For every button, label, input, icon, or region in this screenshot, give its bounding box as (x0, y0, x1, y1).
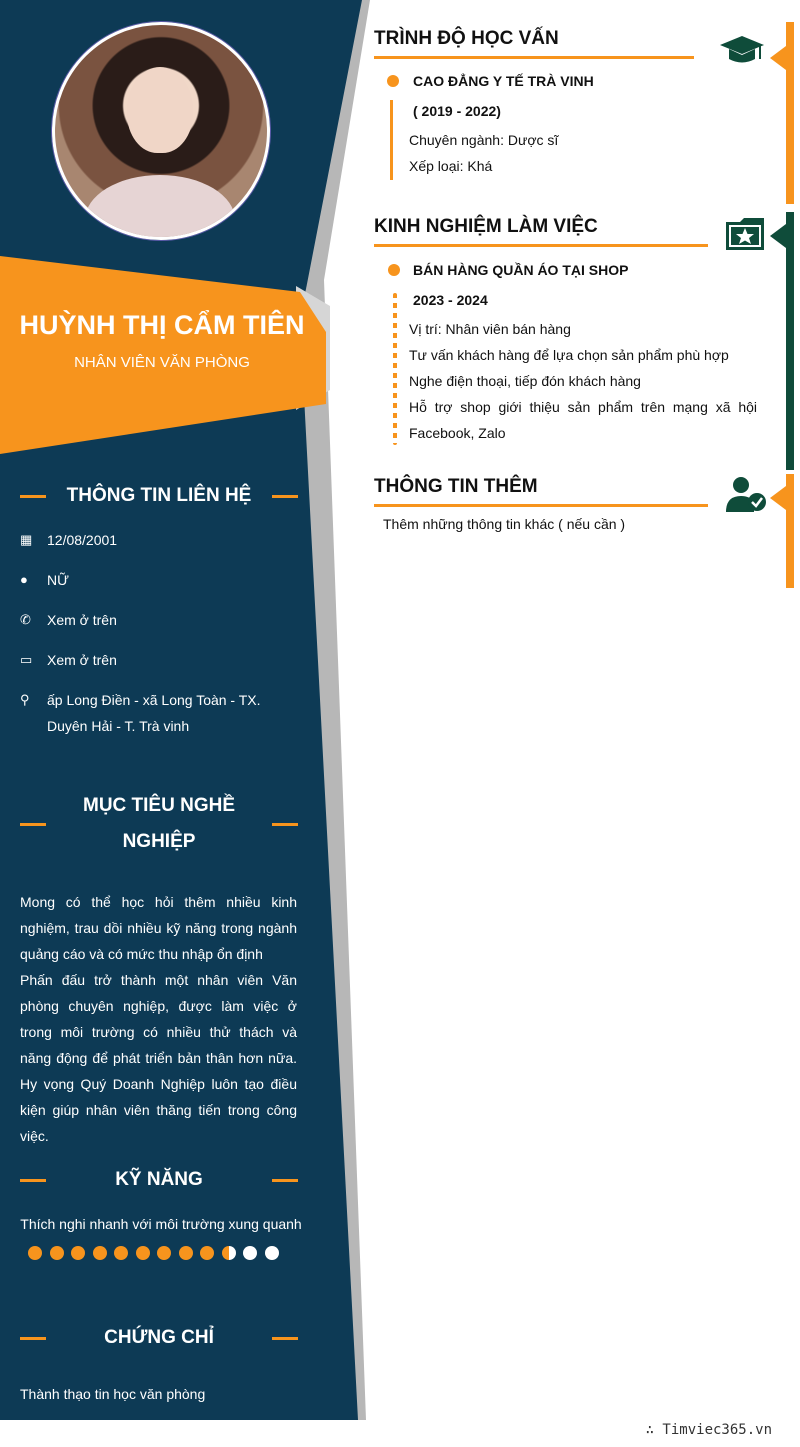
objective-text-1: Mong có thể học hỏi thêm nhiều kinh nghiệm, trau dồi nhiều kỹ năng trong ngành quảng cáo và có mức thu nhập ổn định (20, 894, 297, 962)
profile-job-title: NHÂN VIÊN VĂN PHÒNG (74, 354, 250, 371)
experience-period: 2023 - 2024 (413, 292, 488, 308)
objective-heading-line1: MỤC TIÊU NGHỀ (83, 795, 235, 816)
heading-underline (374, 244, 708, 247)
objective-heading-text (46, 788, 272, 860)
skill-rating (28, 1246, 279, 1260)
skill-name: Thích nghi nhanh với môi trường xung quanh (20, 1216, 302, 1232)
extra-text: Thêm những thông tin khác ( nếu cần ) (383, 516, 626, 532)
timeline-bullet (387, 75, 399, 87)
user-check-icon (724, 474, 768, 514)
contact-heading-text: THÔNG TIN LIÊN HỆ (66, 485, 252, 506)
education-section (374, 28, 694, 59)
skill-rating-dot (243, 1246, 257, 1260)
skills-heading (20, 1162, 298, 1198)
photo-shirt (85, 175, 235, 240)
skill-rating-dot (222, 1246, 236, 1260)
contact-heading (20, 478, 298, 514)
location-pin-icon: ⚲ (20, 692, 30, 707)
heading-dash (20, 1179, 46, 1182)
certificates-heading-text: CHỨNG CHỈ (104, 1327, 214, 1348)
education-school: CAO ĐẲNG Y TẾ TRÀ VINH (413, 73, 594, 89)
profile-name: HUỲNH THỊ CẨM TIÊN (19, 310, 305, 340)
phone-value: Xem ở trên (47, 612, 117, 628)
calendar-icon: ▦ (20, 532, 33, 547)
skills-heading-text: KỸ NĂNG (115, 1169, 203, 1190)
experience-line: Nghe điện thoại, tiếp đón khách hàng (409, 373, 641, 389)
heading-dash (272, 495, 298, 498)
experience-line: Tư vấn khách hàng để lựa chọn sản phẩm phù hợp (409, 347, 729, 363)
objective-text-2: Phấn đấu trở thành một nhân viên Văn phòng chuyên nghiệp, được làm việc ở trong môi trường có nhiều thử thách và năng động để phát triển bản thân hơn nữa. Hy vọng Quý Doanh Nghiệp luôn tạo điều kiện giúp nhân viên thăng tiến trong công việc. (20, 972, 297, 1144)
briefcase-star-icon (724, 214, 768, 254)
heading-dash (20, 823, 46, 826)
certificates-heading (20, 1320, 298, 1356)
skill-rating-dot (114, 1246, 128, 1260)
contact-email (20, 647, 300, 673)
heading-dash (272, 1179, 298, 1182)
extra-heading: THÔNG TIN THÊM (374, 476, 538, 497)
footer-brand: ∴ Timviec365.vn (645, 1422, 772, 1438)
skill-rating-dot (157, 1246, 171, 1260)
right-accent-triangle (770, 46, 786, 70)
extra-section (374, 476, 708, 507)
heading-dash (20, 1337, 46, 1340)
right-accent-triangle (770, 224, 786, 248)
skill-rating-dot (71, 1246, 85, 1260)
photo-face (127, 67, 193, 153)
experience-section (374, 216, 708, 247)
email-icon: ▭ (20, 652, 33, 667)
experience-company: BÁN HÀNG QUẦN ÁO TẠI SHOP (413, 262, 629, 278)
heading-underline (374, 56, 694, 59)
user-icon: ● (20, 572, 28, 587)
skill-rating-dot (265, 1246, 279, 1260)
experience-heading: KINH NGHIỆM LÀM VIỆC (374, 216, 598, 237)
skill-rating-dot (28, 1246, 42, 1260)
right-accent-bar-green (786, 212, 794, 470)
objective-heading-line2: NGHIỆP (122, 831, 196, 852)
skill-rating-dot (136, 1246, 150, 1260)
timeline-line (390, 100, 393, 180)
address-value: ấp Long Điền - xã Long Toàn - TX. Duyên Hải - T. Trà vinh (47, 692, 261, 734)
skill-rating-dot (93, 1246, 107, 1260)
gender-value: NỮ (47, 572, 70, 588)
heading-dash (272, 1337, 298, 1340)
timeline-dotted-line (393, 293, 397, 445)
objective-heading (20, 788, 298, 860)
heading-dash (20, 495, 46, 498)
timeline-bullet (388, 264, 400, 276)
certificate-item: Thành thạo tin học văn phòng (20, 1386, 206, 1402)
email-value: Xem ở trên (47, 652, 117, 668)
heading-underline (374, 504, 708, 507)
birthday-value: 12/08/2001 (47, 532, 118, 548)
right-accent-triangle (770, 486, 786, 510)
skill-rating-dot (50, 1246, 64, 1260)
education-major: Chuyên ngành: Dược sĩ (409, 132, 559, 148)
profile-photo (52, 22, 270, 240)
education-grade: Xếp loại: Khá (409, 158, 493, 174)
contact-birthday (20, 527, 300, 553)
experience-line: Hỗ trợ shop giới thiệu sản phẩm trên mạng xã hội Facebook, Zalo (409, 399, 757, 441)
contact-address (20, 687, 300, 739)
contact-gender (20, 567, 300, 593)
phone-icon: ✆ (20, 612, 31, 627)
right-accent-bar-orange (786, 474, 794, 588)
education-period: ( 2019 - 2022) (413, 103, 501, 119)
education-heading: TRÌNH ĐỘ HỌC VẤN (374, 28, 559, 49)
graduation-cap-icon (720, 30, 764, 70)
skill-rating-dot (200, 1246, 214, 1260)
skill-rating-dot (179, 1246, 193, 1260)
experience-line: Vị trí: Nhân viên bán hàng (409, 321, 571, 337)
heading-dash (272, 823, 298, 826)
right-accent-bar-orange (786, 22, 794, 204)
contact-phone (20, 607, 300, 633)
